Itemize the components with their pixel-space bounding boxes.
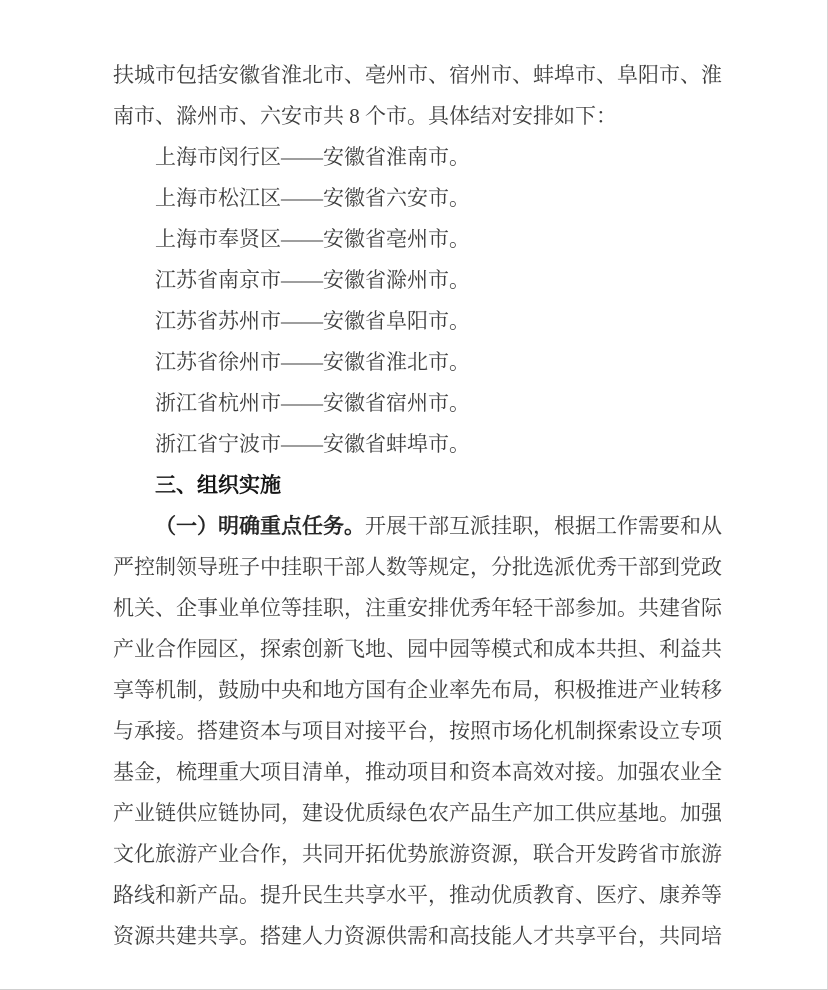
- pairing-item: 浙江省杭州市——安徽省宿州市。: [155, 391, 470, 415]
- pairing-item: 浙江省宁波市——安徽省蚌埠市。: [155, 432, 470, 456]
- subsection-paragraph-line: 享等机制，鼓励中央和地方国有企业率先布局，积极推进产业转移: [113, 678, 722, 702]
- pairing-item: 上海市松江区——安徽省六安市。: [155, 186, 470, 210]
- document-body: [113, 55, 753, 957]
- subsection-paragraph-line: [113, 506, 753, 547]
- subsection-paragraph-line: 产业链供应链协同，建设优质绿色农产品生产加工供应基地。加强: [113, 801, 722, 825]
- pairing-item: 江苏省徐州市——安徽省淮北市。: [155, 350, 470, 374]
- subsection-paragraph-line: 资源共建共享。搭建人力资源供需和高技能人才共享平台，共同培: [113, 924, 722, 948]
- subsection-paragraph-line: 与承接。搭建资本与项目对接平台，按照市场化机制探索设立专项: [113, 719, 722, 743]
- pairing-item: 江苏省南京市——安徽省滁州市。: [155, 268, 470, 292]
- subsection-paragraph-line: 基金，梳理重大项目清单，推动项目和资本高效对接。加强农业全: [113, 760, 722, 784]
- intro-paragraph-line: 南市、滁州市、六安市共 8 个市。具体结对安排如下：: [113, 104, 617, 128]
- subsection-line-text: 开展干部互派挂职，根据工作需要和从: [365, 514, 722, 538]
- subsection-paragraph-line: 严控制领导班子中挂职干部人数等规定，分批选派优秀干部到党政: [113, 555, 722, 579]
- subsection-paragraph-line: 路线和新产品。提升民生共享水平，推动优质教育、医疗、康养等: [113, 883, 722, 907]
- section-heading: 三、组织实施: [155, 474, 281, 497]
- subsection-lead: （一）明确重点任务。: [155, 514, 365, 538]
- subsection-paragraph-line: 机关、企事业单位等挂职，注重安排优秀年轻干部参加。共建省际: [113, 596, 722, 620]
- intro-paragraph-line: 扶城市包括安徽省淮北市、亳州市、宿州市、蚌埠市、阜阳市、淮: [113, 63, 722, 87]
- pairing-item: 上海市奉贤区——安徽省亳州市。: [155, 227, 470, 251]
- subsection-paragraph-line: 文化旅游产业合作，共同开拓优势旅游资源，联合开发跨省市旅游: [113, 842, 722, 866]
- subsection-paragraph-line: 产业合作园区，探索创新飞地、园中园等模式和成本共担、利益共: [113, 637, 722, 661]
- pairing-item: 上海市闵行区——安徽省淮南市。: [155, 145, 470, 169]
- pairing-item: 江苏省苏州市——安徽省阜阳市。: [155, 309, 470, 333]
